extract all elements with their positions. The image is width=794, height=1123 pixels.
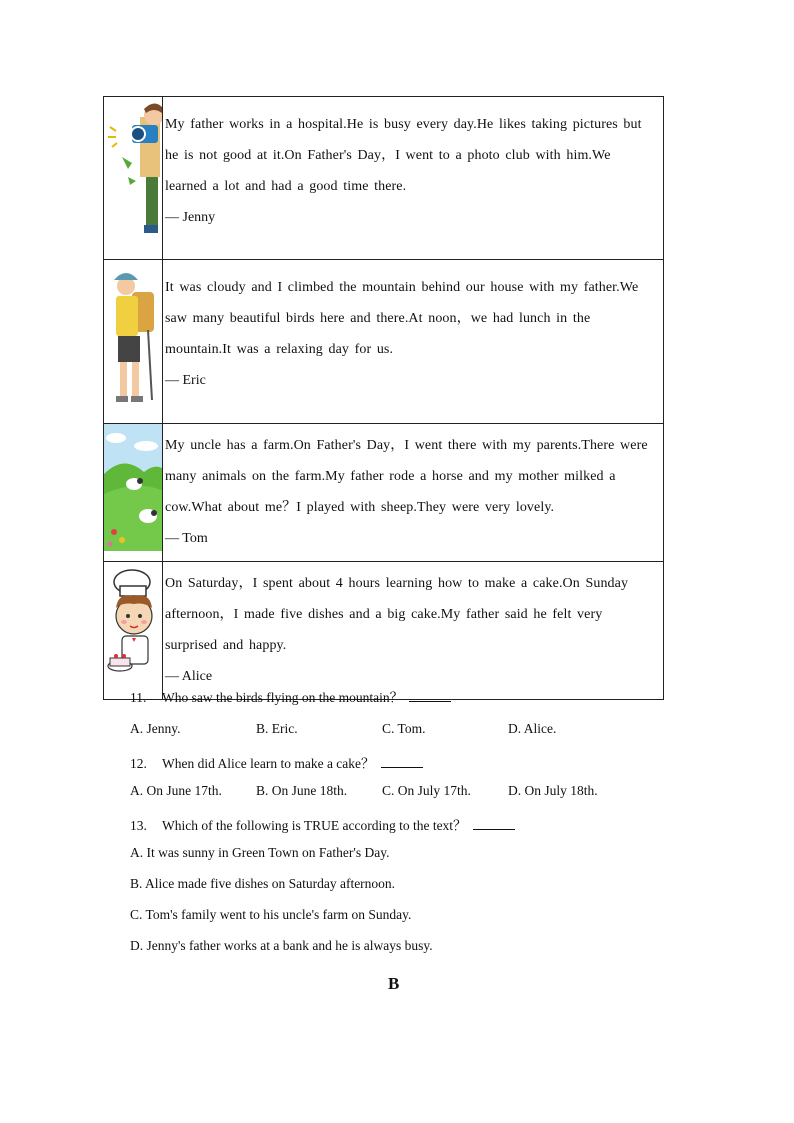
story-image-cell — [104, 97, 163, 260]
option-a[interactable]: A. It was sunny in Green Town on Father's Day. — [130, 845, 390, 860]
story-author: — Jenny — [165, 210, 216, 225]
option-b[interactable]: B. On June 18th. — [256, 783, 348, 798]
story-text: My uncle has a farm.On Father's Day，I went there with my parents.There were many animals on the farm.My father rode a horse and my mother milked a cow.What about me？I played with sheep.They were very lovely. — [165, 438, 648, 515]
option-d[interactable]: D. Alice. — [508, 721, 557, 736]
option-b[interactable]: B. Alice made five dishes on Saturday afternoon. — [130, 876, 396, 891]
option-c[interactable]: C. On July 17th. — [382, 783, 471, 798]
question-12 — [130, 752, 423, 772]
story-author: — Tom — [165, 531, 208, 546]
option-d[interactable]: D. Jenny's father works at a bank and he is always busy. — [130, 938, 433, 953]
story-row — [104, 424, 664, 562]
answer-blank[interactable] — [409, 689, 451, 702]
section-heading: B — [388, 974, 400, 993]
story-text-cell — [163, 562, 664, 700]
option-c[interactable]: C. Tom's family went to his uncle's farm on Sunday. — [130, 907, 412, 922]
photographer-illustration — [104, 97, 162, 243]
story-text-cell — [163, 260, 664, 424]
option-c[interactable]: C. Tom. — [382, 721, 426, 736]
question-number: 13. — [130, 818, 147, 833]
story-row — [104, 97, 664, 260]
option-b[interactable]: B. Eric. — [256, 721, 298, 736]
hiker-illustration — [104, 260, 162, 407]
story-text-cell — [163, 97, 664, 260]
story-image-cell — [104, 562, 163, 700]
story-author: — Alice — [165, 669, 213, 684]
question-text: Which of the following is TRUE according to the text？ — [162, 818, 467, 833]
story-row — [104, 562, 664, 700]
question-text: Who saw the birds flying on the mountain？ — [162, 690, 404, 705]
farm-sheep-illustration — [104, 424, 162, 551]
question-11 — [130, 686, 451, 706]
option-a[interactable]: A. On June 17th. — [130, 783, 222, 798]
question-13 — [130, 814, 515, 834]
option-d[interactable]: D. On July 18th. — [508, 783, 598, 798]
story-author: — Eric — [165, 373, 206, 388]
story-image-cell — [104, 424, 163, 562]
story-image-cell — [104, 260, 163, 424]
answer-blank[interactable] — [473, 817, 515, 830]
story-text: On Saturday，I spent about 4 hours learning how to make a cake.On Sunday afternoon，I made five dishes and a big cake.My father said he felt very surprised and happy. — [165, 576, 629, 653]
question-number: 12. — [130, 756, 147, 771]
option-a[interactable]: A. Jenny. — [130, 721, 181, 736]
answer-blank[interactable] — [381, 755, 423, 768]
story-text: My father works in a hospital.He is busy every day.He likes taking pictures but he is not good at it.On Father's Day，I went to a photo club with him.We learned a lot and had a good time there. — [165, 117, 642, 194]
story-row — [104, 260, 664, 424]
story-text-cell — [163, 424, 664, 562]
chef-girl-illustration — [104, 562, 162, 689]
story-text: It was cloudy and I climbed the mountain behind our house with my father.We saw many beautiful birds here and there.At noon，we had lunch in the mountain.It was a relaxing day for us. — [165, 280, 639, 357]
question-number: 11. — [130, 690, 147, 705]
stories-table — [103, 96, 664, 700]
question-text: When did Alice learn to make a cake？ — [162, 756, 375, 771]
